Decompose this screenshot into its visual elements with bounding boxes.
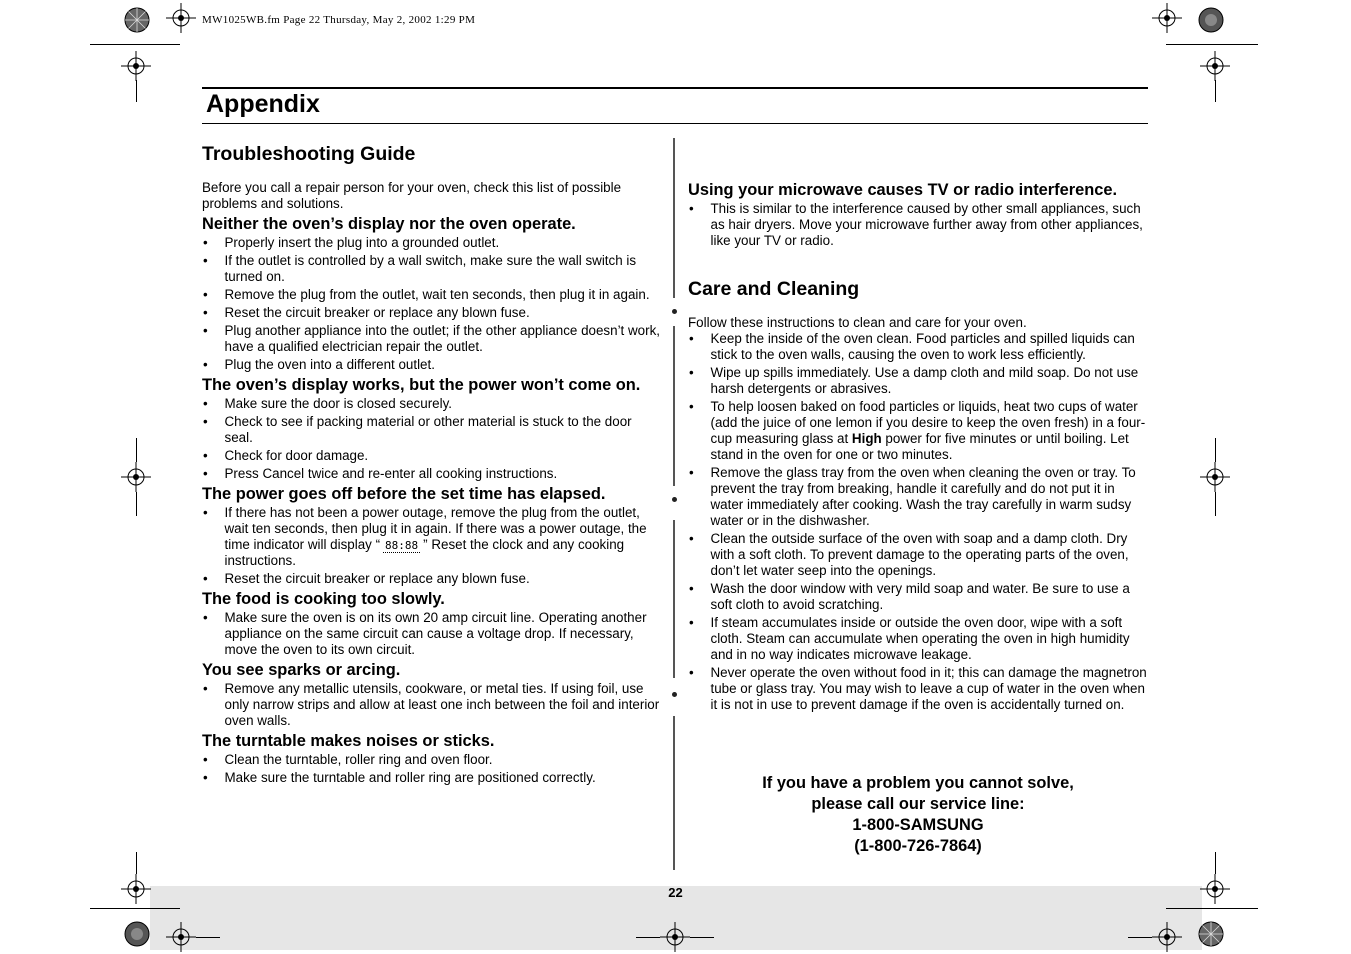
power-level-label: High <box>851 431 882 446</box>
service-text: If you have a problem you cannot solve, <box>762 774 1074 792</box>
crop-line <box>1215 80 1216 102</box>
list-item: • Check for door damage. <box>202 448 660 464</box>
crop-line <box>90 908 180 909</box>
solution-list <box>202 681 660 729</box>
list-item: • Clean the turntable, roller ring and oven floor. <box>202 752 660 768</box>
section-intro: Follow these instructions to clean and care for your oven. <box>688 315 1027 330</box>
solution-list <box>688 201 1150 249</box>
file-header: MW1025WB.fm Page 22 Thursday, May 2, 2002 1:29 PM <box>202 14 476 26</box>
crop-line <box>1166 908 1258 909</box>
right-column <box>688 180 1150 715</box>
care-text: power for five minutes or until boiling. Let stand in the oven for one or two minutes. <box>710 431 1129 462</box>
divider-dot <box>672 692 677 697</box>
service-phone-number: (1-800-726-7864) <box>854 837 982 855</box>
crop-line <box>1128 937 1152 938</box>
crosshair-mark <box>660 922 690 952</box>
section-heading: Care and Cleaning <box>688 278 860 300</box>
list-item: • Make sure the turntable and roller ring are positioned correctly. <box>202 770 660 786</box>
service-phone-name: 1-800-SAMSUNG <box>852 816 984 834</box>
problem-heading: You see sparks or arcing. <box>202 661 401 679</box>
column-divider <box>673 326 675 486</box>
registration-circle-mark <box>123 6 151 34</box>
crosshair-mark <box>1200 462 1230 492</box>
problem-heading: The turntable makes noises or sticks. <box>202 732 495 750</box>
crop-line <box>1215 852 1216 874</box>
crop-line <box>690 937 714 938</box>
crop-line <box>1215 492 1216 516</box>
list-item: • Remove the plug from the outlet, wait ten seconds, then plug it in again. <box>202 287 660 303</box>
section-heading: Troubleshooting Guide <box>202 143 416 165</box>
list-item: • Never operate the oven without food in it; this can damage the magnetron tube or glass tray. You may wish to leave a cup of water in the oven when it is not in use to prevent damage if the oven is accidentally turned on. <box>688 665 1150 713</box>
solution-list <box>202 235 660 373</box>
list-item: • Make sure the oven is on its own 20 amp circuit line. Operating another appliance on the same circuit can cause a voltage drop. If necessary, move the oven to its own circuit. <box>202 610 660 658</box>
registration-circle-mark <box>1197 920 1225 948</box>
section-intro: Before you call a repair person for your oven, check this list of possible problems and solutions. <box>202 180 622 211</box>
service-text: please call our service line: <box>811 795 1025 813</box>
list-item: • Check to see if packing material or other material is stuck to the door seal. <box>202 414 660 446</box>
list-item: • Remove any metallic utensils, cookware, or metal ties. If using foil, use only narrow strips and allow at least one inch between the foil and interior oven walls. <box>202 681 660 729</box>
list-item: • Make sure the door is closed securely. <box>202 396 660 412</box>
list-item: • Properly insert the plug into a grounded outlet. <box>202 235 660 251</box>
list-item: • Plug the oven into a different outlet. <box>202 357 660 373</box>
title-rule-top <box>202 87 1148 89</box>
problem-heading: Using your microwave causes TV or radio interference. <box>688 181 1118 199</box>
outage-text: If there has not been a power outage, remove the plug from the outlet, wait ten seconds, then plug it in again. If there was a power outage, the time indicator will display “ <box>224 505 647 552</box>
list-item: • Wipe up spills immediately. Use a damp cloth and mild soap. Do not use harsh detergents or abrasives. <box>688 365 1150 397</box>
page-number: 22 <box>668 885 683 900</box>
crosshair-mark <box>1152 3 1182 33</box>
solution-list <box>202 752 660 786</box>
list-item: • Press Cancel twice and re-enter all cooking instructions. <box>202 466 660 482</box>
list-item: • Keep the inside of the oven clean. Food particles and spilled liquids can stick to the oven walls, causing the oven to work less efficiently. <box>688 331 1150 363</box>
list-item: • Reset the circuit breaker or replace any blown fuse. <box>202 571 660 587</box>
column-divider <box>673 138 675 298</box>
page-title: Appendix <box>206 90 320 118</box>
problem-heading: The oven’s display works, but the power won’t come on. <box>202 376 641 394</box>
solution-list <box>202 610 660 658</box>
crosshair-mark <box>1200 51 1230 81</box>
crosshair-mark <box>166 3 196 33</box>
column-divider <box>673 520 675 678</box>
crop-line <box>196 937 220 938</box>
list-item: • Remove the glass tray from the oven when cleaning the oven or tray. To prevent the tray from breaking, handle it carefully and do not put it in water immediately after cooking. Wash the tray carefully in warm sudsy water or in the dishwasher. <box>688 465 1150 529</box>
time-indicator-display: 88:88 <box>385 539 419 552</box>
list-item <box>202 505 660 569</box>
crosshair-mark <box>121 462 151 492</box>
problem-heading: The power goes off before the set time has elapsed. <box>202 485 606 503</box>
crop-line <box>636 937 660 938</box>
service-line-block <box>688 773 1148 857</box>
list-item: • Plug another appliance into the outlet; if the other appliance doesn’t work, have a qualified electrician repair the outlet. <box>202 323 660 355</box>
problem-heading: Neither the oven’s display nor the oven operate. <box>202 215 576 233</box>
troubleshooting-section <box>202 142 660 788</box>
crop-line <box>136 80 137 102</box>
solution-list <box>202 505 660 587</box>
list-item: • If the outlet is controlled by a wall switch, make sure the wall switch is turned on. <box>202 253 660 285</box>
crop-line <box>136 492 137 516</box>
solution-list <box>202 396 660 482</box>
list-item <box>688 399 1150 463</box>
crop-line <box>1215 438 1216 462</box>
list-item: • Reset the circuit breaker or replace any blown fuse. <box>202 305 660 321</box>
divider-dot <box>672 309 677 314</box>
crosshair-mark <box>166 922 196 952</box>
crop-line <box>136 438 137 462</box>
list-item: • If steam accumulates inside or outside the oven door, wipe with a soft cloth. Steam can accumulate when operating the oven in high humidity and in no way indicates microwave leakage. <box>688 615 1150 663</box>
outage-text: ” Reset the clock and any cooking instructions. <box>224 537 625 568</box>
crosshair-mark <box>1152 922 1182 952</box>
registration-circle-mark <box>123 920 151 948</box>
crop-line <box>1166 44 1258 45</box>
crop-line <box>136 852 137 874</box>
list-item: • This is similar to the interference caused by other small appliances, such as hair dryers. Move your microwave further away from other appliances, like your TV or radio. <box>688 201 1150 249</box>
list-item: • Wash the door window with very mild soap and water. Be sure to use a soft cloth to avoid scratching. <box>688 581 1150 613</box>
list-item: • Clean the outside surface of the oven with soap and a damp cloth. Dry with a soft cloth. To prevent damage to the operating parts of the oven, don’t let water seep into the openings. <box>688 531 1150 579</box>
care-list <box>688 331 1150 713</box>
column-divider <box>673 716 675 870</box>
care-text: To help loosen baked on food particles or liquids, heat two cups of water (add the juice of one lemon if you desire to keep the oven fresh) in a four-cup measuring glass at <box>710 399 1146 446</box>
divider-dot <box>672 497 677 502</box>
registration-circle-mark <box>1197 6 1225 34</box>
crop-line <box>90 44 180 45</box>
title-rule-bottom <box>202 123 1148 124</box>
problem-heading: The food is cooking too slowly. <box>202 590 445 608</box>
crosshair-mark <box>121 51 151 81</box>
